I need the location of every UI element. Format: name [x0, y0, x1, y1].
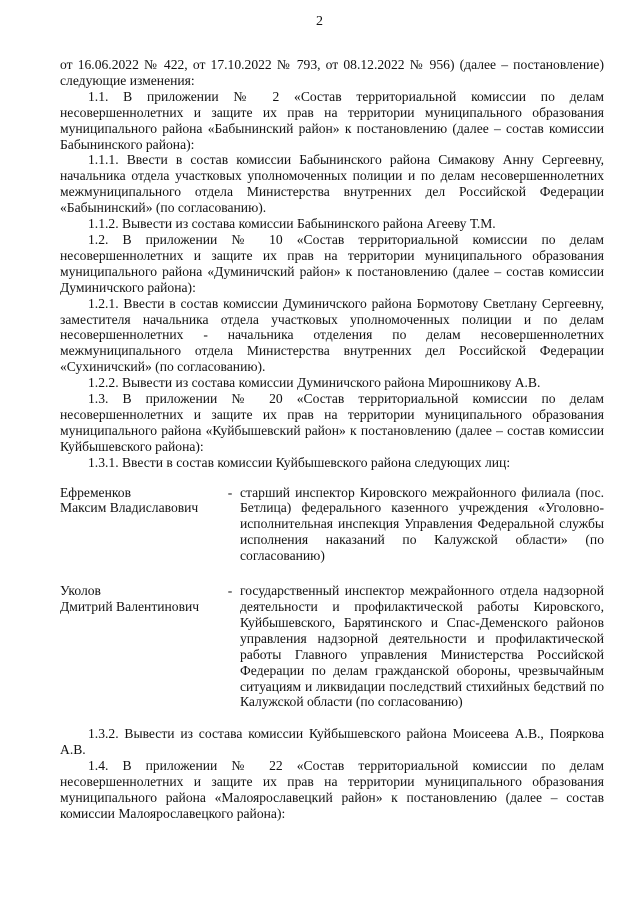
paragraph: 1.1.2. Вывести из состава комиссии Бабынинского района Агееву Т.М. — [88, 216, 496, 232]
member-given-names: Максим Владиславович — [60, 500, 199, 516]
member-description: государственный инспектор межрайонного отдела надзорной деятельности и профилактической работы Кировского, Куйбышевского, Барятинского и Спас-Деменского районов управления надзорной деятельности и профилактической работы Главного управления Министерства Российской Федерации по делам гражданской обороны, чрезвычайным ситуациям и ликвидации последствий стихийных бедствий по Калужской области (по согласованию) — [240, 583, 604, 710]
member-given-names: Дмитрий Валентинович — [60, 599, 200, 614]
paragraph: от 16.06.2022 № 422, от 17.10.2022 № 793, от 08.12.2022 № 956) (далее – постановление) следующие изменения: — [60, 57, 604, 88]
paragraph: 1.1.1. Ввести в состав комиссии Бабынинского района Симакову Анну Сергеевну, начальника отдела участковых уполномоченных полиции и по делам несовершеннолетних межмуниципального отдела Министерства внутренних дел Российской Федерации «Бабынинский» (по согласованию). — [60, 152, 604, 216]
member-row — [60, 583, 604, 710]
paragraph: 1.3. В приложении № 20 «Состав территориальной комиссии по делам несовершеннолетних и защите их прав на территории муниципального образования муниципального района «Куйбышевский район» к постановлению (далее – состав комиссии Куйбышевского района): — [60, 391, 604, 454]
paragraph: 1.4. В приложении № 22 «Состав территориальной комиссии по делам несовершеннолетних и защите их прав на территории муниципального образования муниципального района «Малоярославецкий район» к постановлению (далее – состав комиссии Малоярославецкого района): — [60, 758, 604, 821]
member-name — [60, 485, 220, 565]
member-name — [60, 583, 220, 710]
member-dash: - — [227, 484, 233, 500]
page-number: 2 — [316, 14, 323, 29]
paragraph: 1.2.1. Ввести в состав комиссии Думиничского района Бормотову Светлану Сергеевну, заместителя начальника отдела участковых уполномоченных полиции и по делам несовершеннолетних - начальника отделения по делам несовершеннолетних межмуниципального отдела Министерства внутренних дел Российской Федерации «Сухиничский» (по согласованию). — [60, 295, 604, 375]
member-surname: Ефременков — [60, 484, 131, 500]
member-row — [60, 485, 604, 565]
paragraph: 1.2. В приложении № 10 «Состав территориальной комиссии по делам несовершеннолетних и защите их прав на территории муниципального образования муниципального района «Думиничский район» к постановлению (далее – состав комиссии Думиничского района): — [60, 231, 604, 295]
paragraphs-top — [60, 57, 604, 471]
paragraphs-bottom — [60, 726, 604, 821]
member-description: старший инспектор Кировского межрайонного филиала (пос. Бетлица) федерального казенного учреждения «Уголовно-исполнительная инспекция Управления Федеральной службы исполнения наказаний по Калужской области» (по согласованию) — [240, 484, 604, 564]
paragraph: 1.2.2. Вывести из состава комиссии Думиничского района Мирошникову А.В. — [88, 375, 541, 391]
member-list — [60, 485, 604, 711]
member-surname: Уколов — [60, 583, 101, 599]
paragraph: 1.3.1. Ввести в состав комиссии Куйбышевского района следующих лиц: — [88, 454, 511, 470]
paragraph: 1.3.2. Вывести из состава комиссии Куйбышевского района Моисеева А.В., Пояркова А.В. — [60, 726, 604, 758]
paragraph: 1.1. В приложении № 2 «Состав территориальной комиссии по делам несовершеннолетних и защите их прав на территории муниципального образования муниципального района «Бабынинский район» к постановлению (далее – состав комиссии Бабынинского района): — [60, 88, 604, 152]
document-body — [60, 57, 604, 822]
member-dash: - — [227, 583, 233, 599]
